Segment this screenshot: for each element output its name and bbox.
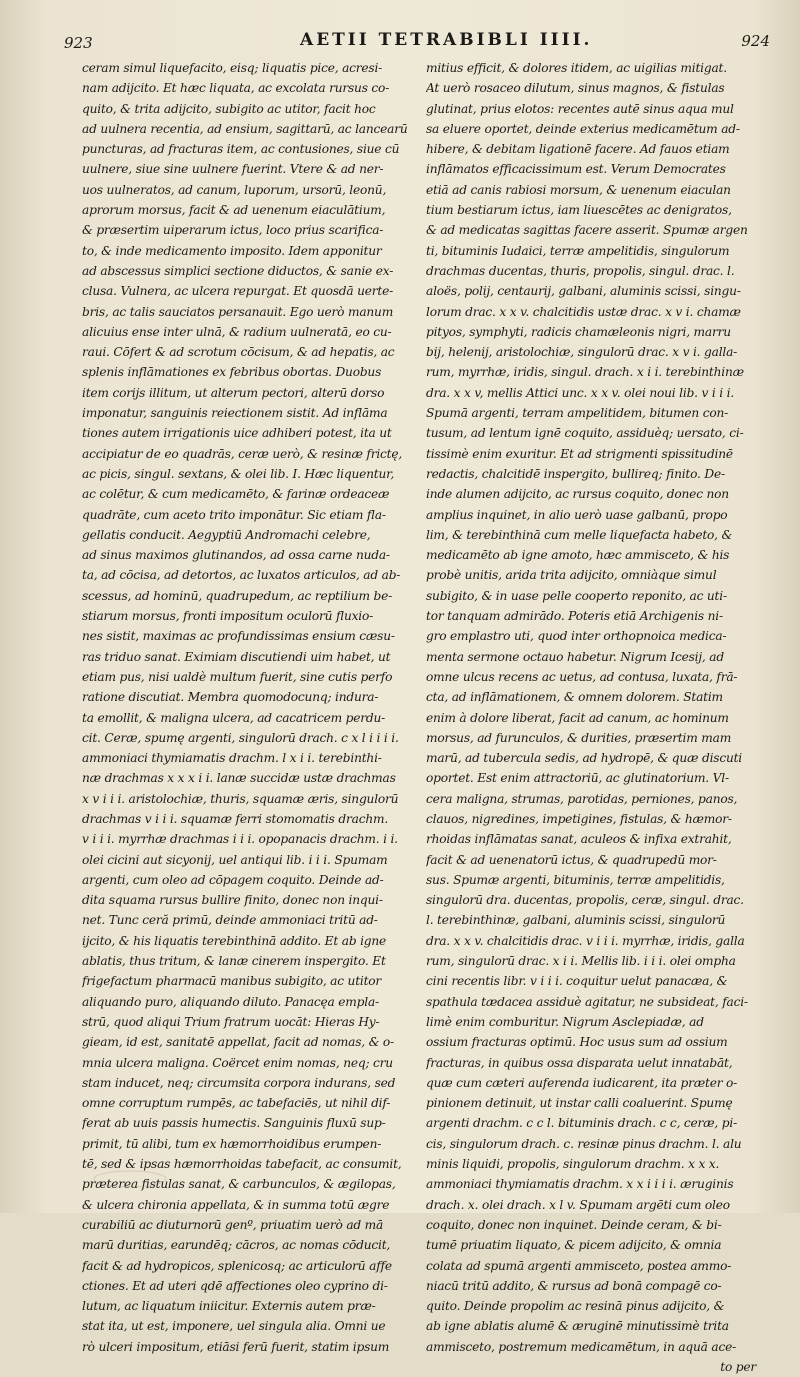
- text-line: ablatis, thus tritum, & lanæ cinerem inspergito. Et: [82, 954, 386, 969]
- text-line: tiones autem irrigationis uice adhiberi potest, ita ut: [82, 426, 392, 441]
- text-line: uos uulneratos, ad canum, luporum, ursorū, leonū,: [82, 182, 387, 197]
- running-title: AETII TETRABIBLI IIII.: [300, 30, 593, 50]
- text-line: l. terebinthinæ, galbani, aluminis scissi, singulorū: [426, 913, 726, 928]
- text-line: niacū tritū addito, & rursus ad bonā compagē co-: [426, 1278, 722, 1293]
- text-line: clusa. Vulnera, ac ulcera repurgat. Et quosdā uerte-: [82, 284, 394, 299]
- text-line: frigefactum pharmacū manibus subigito, ac utitor: [82, 974, 382, 989]
- text-line: coquito, donec non inquinet. Deinde ceram, & bi-: [426, 1217, 722, 1232]
- text-line: ctiones. Et ad uteri qdē affectiones oleo cyprino di-: [82, 1278, 388, 1293]
- text-line: ta emollit, & maligna ulcera, ad cacatricem perdu-: [82, 710, 386, 725]
- text-line: rum, singulorū drac. x i i. Mellis lib. i i i. olei ompha: [426, 954, 736, 969]
- text-line: argenti, cum oleo ad cōpagem coquito. Deinde ad-: [82, 872, 384, 887]
- text-line: stiarum morsus, fronti impositum oculorū fluxio-: [82, 609, 374, 624]
- text-line: lutum, ac liquatum iniicitur. Externis autem præ-: [82, 1299, 376, 1314]
- text-line: facit & ad uenenatorū ictus, & quadrupedū mor-: [426, 852, 717, 867]
- text-line: quito, & trita adijcito, subigito ac utitor, facit hoc: [82, 101, 376, 116]
- text-line: ras triduo sanat. Eximiam discutiendi uim habet, ut: [82, 649, 391, 664]
- text-line: lorum drac. x x v. chalcitidis ustæ drac. x v i. chamæ: [426, 304, 741, 319]
- text-line: drach. x. olei drach. x l v. Spumam argēti cum oleo: [426, 1197, 730, 1212]
- text-line: raui. Cōfert & ad scrotum cōcisum, & ad hepatis, ac: [82, 345, 395, 360]
- text-line: pinionem detinuit, ut instar calli coaluerint. Spumę: [426, 1096, 733, 1111]
- text-line: omne ulcus recens ac uetus, ad contusa, luxata, frā-: [426, 669, 738, 684]
- text-line: inde alumen adijcito, ac rursus coquito, donec non: [426, 487, 729, 502]
- text-line: primit, tū alibi, tum ex hæmorrhoidibus erumpen-: [82, 1136, 382, 1151]
- text-line: quito. Deinde propolim ac resinā pinus adijcito, &: [426, 1299, 725, 1314]
- text-line: olei cicini aut sicyonij, uel antiqui lib. i i i. Spumam: [82, 852, 388, 867]
- text-line: næ drachmas x x x i i. lanæ succidæ ustæ drachmas: [82, 771, 396, 786]
- text-line: lim, & terebinthinā cum melle liquefacta habeto, &: [426, 527, 733, 542]
- text-line: ammisceto, postremum medicamētum, in aquā ace-: [426, 1339, 737, 1354]
- page-number-right: 924: [741, 32, 770, 50]
- text-line: medicamēto ab igne amoto, hæc ammisceto, & his: [426, 548, 730, 563]
- text-line: minis liquidi, propolis, singulorum drachm. x x x.: [426, 1157, 720, 1172]
- text-line: menta sermone octauo habetur. Nigrum Icesij, ad: [426, 649, 724, 664]
- text-line: v i i i. myrrhæ drachmas i i i. opopanacis drachm. i i.: [82, 832, 398, 847]
- text-line: quæ cum cæteri auferenda iudicarent, ita præter o-: [426, 1075, 738, 1090]
- text-line: item corijs illitum, ut alterum pectori, alterū dorso: [82, 385, 385, 400]
- text-line: ad sinus maximos glutinandos, ad ossa carne nuda-: [82, 548, 390, 563]
- text-line: limè enim comburitur. Nigrum Asclepiadæ, ad: [426, 1014, 704, 1029]
- text-line: & ad medicatas sagittas facere asserit. Spumæ argen: [426, 223, 748, 238]
- text-line: gieam, id est, sanitatē appellat, facit ad nomas, & o-: [82, 1035, 394, 1050]
- text-line: x v i i i. aristolochiæ, thuris, squamæ æris, singulorū: [82, 791, 399, 806]
- text-line: rhoidas inflāmatas sanat, aculeos & infixa extrahit,: [426, 832, 732, 847]
- text-line: At uerò rosaceo dilutum, sinus magnos, & fistulas: [426, 81, 725, 96]
- text-line: puncturas, ad fracturas item, ac contusiones, siue cū: [82, 142, 400, 157]
- text-line: ijcito, & his liquatis terebinthinā addito. Et ab igne: [82, 933, 387, 948]
- text-line: & præsertim uiperarum ictus, loco prius scarifica-: [82, 223, 384, 238]
- text-line: ta, ad cōcisa, ad detortos, ac luxatos articulos, ad ab-: [82, 568, 401, 583]
- text-line: ac colētur, & cum medicamēto, & farinæ ordeaceæ: [82, 487, 390, 502]
- text-line: ratione discutiat. Membra quomodocunq; indura-: [82, 690, 379, 705]
- text-line: strū, quod aliqui Trium fratrum uocāt: Hieras Hy-: [82, 1014, 380, 1029]
- text-line: bij, helenij, aristolochiæ, singulorū drac. x v i. galla-: [426, 345, 738, 360]
- text-line: Spumā argenti, terram ampelitidem, bitumen con-: [426, 406, 729, 421]
- text-line: probè unitis, arida trita adijcito, omniàque simul: [426, 568, 717, 583]
- text-line: ceram simul liquefacito, eisq; liquatis pice, acresi-: [82, 61, 383, 75]
- text-line: ferat ab uuis passis humectis. Sanguinis fluxū sup-: [82, 1116, 386, 1131]
- text-line: scessus, ad hominū, quadrupedum, ac reptilium be-: [82, 588, 393, 603]
- text-line: oportet. Est enim attractoriū, ac glutinatorium. Vl-: [426, 771, 729, 786]
- text-line: cta, ad inflāmationem, & omnem dolorem. Statim: [426, 690, 723, 705]
- text-line: ab igne ablatis alumē & æruginē minutissimè trita: [426, 1319, 729, 1334]
- text-line: præterea fistulas sanat, & carbunculos, & ægilopas,: [82, 1177, 396, 1192]
- text-line: cini recentis libr. v i i i. coquitur uelut panacæa, &: [426, 974, 728, 989]
- text-line: spathula tædacea assiduè agitatur, ne subsideat, faci-: [426, 994, 748, 1009]
- text-line: facit & ad hydropicos, splenicosq; ac articulorū affe: [82, 1258, 392, 1273]
- text-line: singulorū dra. ducentas, propolis, ceræ, singul. drac.: [426, 893, 744, 908]
- text-line: uulnere, siue sine uulnere fuerint. Vtere & ad ner-: [82, 162, 384, 177]
- text-line: ad abscessus simplici sectione diductos, & sanie ex-: [82, 263, 394, 278]
- text-line: etiā ad canis rabiosi morsum, & uenenum eiaculan: [426, 182, 731, 197]
- left-text-column: [82, 58, 412, 1357]
- text-line: pityos, symphyti, radicis chamæleonis nigri, marru: [426, 324, 731, 339]
- text-line: aliquando puro, aliquando diluto. Panacęa empla-: [82, 994, 379, 1009]
- text-line: drachmas ducentas, thuris, propolis, singul. drac. l.: [426, 263, 735, 278]
- text-line: glutinat, prius elotos: recentes autē sinus aqua mul: [426, 101, 734, 116]
- text-line: tissimè enim exuritur. Et ad strigmenti spissitudinē: [426, 446, 733, 461]
- text-line: aprorum morsus, facit & ad uenenum eiaculātium,: [82, 203, 386, 218]
- text-line: gro emplastro uti, quod inter orthopnoica medica-: [426, 629, 727, 644]
- catchword: to per: [720, 1360, 756, 1374]
- text-line: mitius efficit, & dolores itidem, ac uigilias mitigat.: [426, 61, 727, 75]
- text-line: morsus, ad furunculos, & durities, præsertim mam: [426, 730, 732, 745]
- text-line: cit. Ceræ, spumę argenti, singulorū drach. c x l i i i i.: [82, 730, 399, 745]
- right-text-column: [426, 58, 766, 1377]
- text-line: etiam pus, nisi ualdè multum fuerit, sine cutis perfo: [82, 669, 393, 684]
- text-line: mnia ulcera maligna. Coërcet enim nomas, neq; cru: [82, 1055, 393, 1070]
- text-line: curabiliū ac diuturnorū genº, priuatim uerò ad mā: [82, 1217, 384, 1232]
- text-line: omne corruptum rumpēs, ac tabefaciēs, ut nihil dif-: [82, 1096, 391, 1111]
- text-line: argenti drachm. c c l. bituminis drach. c c, ceræ, pi-: [426, 1116, 737, 1131]
- text-line: rò ulceri impositum, etiāsi ferū fuerit, statim ipsum: [82, 1339, 390, 1354]
- text-line: ossium fracturas optimū. Hoc usus sum ad ossium: [426, 1035, 728, 1050]
- text-line: splenis inflāmationes ex febribus obortas. Duobus: [82, 365, 382, 380]
- text-line: quadrāte, cum aceto trito imponātur. Sic etiam fla-: [82, 507, 386, 522]
- text-line: tusum, ad lentum ignē coquito, assiduèq; uersato, ci-: [426, 426, 744, 441]
- text-line: enim à dolore liberat, facit ad canum, ac hominum: [426, 710, 729, 725]
- text-line: accipiatur de eo quadrās, ceræ uerò, & resinæ frictę,: [82, 446, 403, 461]
- text-line: marū duritias, earundēq; cācros, ac nomas cōducit,: [82, 1238, 391, 1253]
- text-line: stam inducet, neq; circumsita corpora indurans, sed: [82, 1075, 396, 1090]
- text-line: subigito, & in uase pelle cooperto reponito, ac uti-: [426, 588, 727, 603]
- text-line: hibere, & debitam ligationē facere. Ad fauos etiam: [426, 142, 730, 157]
- text-line: inflāmatos efficacissimum est. Verum Democrates: [426, 162, 726, 177]
- text-line: fracturas, in quibus ossa disparata uelut innatabāt,: [426, 1055, 733, 1070]
- text-line: dita squama rursus bullire finito, donec non inqui-: [82, 893, 383, 908]
- text-line: ti, bituminis Iudaici, terræ ampelitidis, singulorum: [426, 243, 730, 258]
- text-line: cis, singulorum drach. c. resinæ pinus drachm. l. alu: [426, 1136, 742, 1151]
- page-number-left: 923: [64, 34, 93, 52]
- text-line: rum, myrrhæ, iridis, singul. drach. x i i. terebinthinæ: [426, 365, 744, 380]
- text-line: ac picis, singul. sextans, & olei lib. I. Hæc liquentur,: [82, 466, 395, 481]
- text-line: net. Tunc ceră primū, deinde ammoniaci tritū ad-: [82, 913, 378, 928]
- text-line: to, & inde medicamento imposito. Idem apponitur: [82, 243, 382, 258]
- text-line: tē, sed & ipsas hæmorrhoidas tabefacit, ac consumit,: [82, 1157, 402, 1172]
- text-line: imponatur, sanguinis reiectionem sistit. Ad inflāma: [82, 406, 388, 421]
- text-line: redactis, chalcitidē inspergito, bullireq; finito. De-: [426, 466, 725, 481]
- text-line: gellatis conducit. Aegyptiū Andromachi celebre,: [82, 527, 371, 542]
- text-line: amplius inquinet, in alio uerò uase galbanū, propo: [426, 507, 728, 522]
- text-line: stat ita, ut est, imponere, uel singula alia. Omni ue: [82, 1319, 386, 1334]
- text-line: alicuius ense inter ulnā, & radium uulneratā, eo cu-: [82, 324, 392, 339]
- text-line: ad uulnera recentia, ad ensium, sagittarū, ac lancearū: [82, 121, 408, 136]
- text-line: bris, ac talis sauciatos persanauit. Ego uerò manum: [82, 304, 394, 319]
- text-line: aloës, polij, centaurij, galbani, aluminis scissi, singu-: [426, 284, 741, 299]
- text-line: tor tanquam admirādo. Poteris etiā Archigenis ni-: [426, 609, 723, 624]
- text-line: drachmas v i i i. squamæ ferri stomomatis drachm.: [82, 811, 389, 826]
- text-line: sa eluere oportet, deinde exterius medicamētum ad-: [426, 121, 740, 136]
- text-line: tumē priuatim liquato, & picem adijcito, & omnia: [426, 1238, 722, 1253]
- text-line: clauos, nigredines, impetigines, fistulas, & hæmor-: [426, 811, 732, 826]
- text-line: ammoniaci thymiamatis drachm. x x i i i i. æruginis: [426, 1177, 734, 1192]
- text-line: cera maligna, strumas, parotidas, perniones, panos,: [426, 791, 738, 806]
- running-head: [0, 26, 800, 56]
- text-line: sus. Spumæ argenti, bituminis, terræ ampelitidis,: [426, 872, 725, 887]
- text-line: tium bestiarum ictus, iam liuescētes ac denigratos,: [426, 203, 732, 218]
- text-line: dra. x x v, mellis Attici unc. x x v. olei noui lib. v i i i.: [426, 385, 734, 400]
- text-line: ammoniaci thymiamatis drachm. l x i i. terebinthi-: [82, 751, 382, 766]
- text-line: dra. x x v. chalcitidis drac. v i i i. myrrhæ, iridis, galla: [426, 933, 745, 948]
- text-line: & ulcera chironia appellata, & in summa totū ægre: [82, 1197, 390, 1212]
- text-line: nam adijcito. Et hæc liquata, ac excolata rursus co-: [82, 81, 390, 96]
- text-line: colata ad spumā argenti ammisceto, postea ammo-: [426, 1258, 732, 1273]
- text-line: marū, ad tubercula sedis, ad hydropē, & quæ discuti: [426, 751, 742, 766]
- text-line: nes sistit, maximas ac profundissimas ensium cæsu-: [82, 629, 395, 644]
- faint-stamp-mark: [90, 1168, 170, 1190]
